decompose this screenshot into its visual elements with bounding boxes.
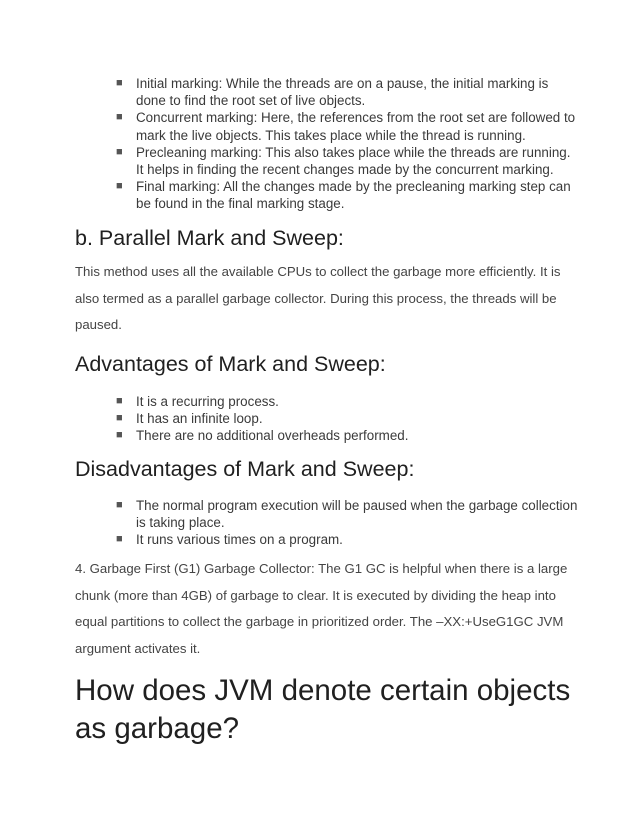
list-item-text: It is a recurring process. [136, 394, 279, 409]
list-item [0, 109, 638, 143]
disadvantages-list [0, 497, 638, 549]
list-item [0, 178, 638, 212]
advantages-list [0, 393, 638, 445]
square-bullet-icon: ■ [116, 499, 123, 511]
list-item-text: Precleaning marking: This also takes place while the threads are running. It helps in finding the recent changes made by the concurrent marking. [136, 144, 571, 178]
square-bullet-icon: ■ [116, 412, 123, 425]
square-bullet-icon: ■ [116, 429, 123, 442]
advantages-heading: Advantages of Mark and Sweep: [75, 352, 386, 376]
parallel-mark-sweep-paragraph: This method uses all the available CPUs to collect the garbage more efficiently. It is also termed as a parallel garbage collector. During this process, the threads will be paused. [75, 264, 561, 332]
page-title: How does JVM denote certain objects as garbage? [75, 674, 571, 745]
list-item [0, 410, 638, 427]
list-item [0, 75, 638, 109]
parallel-mark-sweep-heading: b. Parallel Mark and Sweep: [75, 226, 344, 250]
list-item-text: Initial marking: While the threads are on a pause, the initial marking is done to find the root set of live objects. [136, 76, 549, 109]
marking-steps-list [0, 75, 638, 213]
square-bullet-icon: ■ [116, 180, 123, 193]
square-bullet-icon: ■ [116, 111, 123, 124]
list-item-text: Concurrent marking: Here, the references from the root set are followed to mark the live objects. This takes place while the thread is running. [136, 110, 576, 143]
list-item-text: It runs various times on a program. [136, 532, 343, 548]
list-item [0, 427, 638, 444]
list-item [0, 497, 638, 531]
square-bullet-icon: ■ [116, 533, 123, 546]
list-item [0, 393, 638, 410]
square-bullet-icon: ■ [116, 77, 123, 89]
list-item-text: The normal program execution will be paused when the garbage collection is taking place. [136, 498, 578, 531]
list-item-text: It has an infinite loop. [136, 411, 263, 427]
list-item [0, 531, 638, 548]
g1-collector-paragraph: 4. Garbage First (G1) Garbage Collector: The G1 GC is helpful when there is a large chunk (more than 4GB) of garbage to clear. It is executed by dividing the heap into equal partitions to collect the garbage in prioritized order. The –XX:+UseG1GC JVM argument activates it. [75, 561, 568, 656]
disadvantages-heading: Disadvantages of Mark and Sweep: [75, 457, 415, 481]
square-bullet-icon: ■ [116, 145, 123, 158]
list-item-text: There are no additional overheads performed. [136, 428, 409, 444]
square-bullet-icon: ■ [116, 395, 123, 407]
list-item-text: Final marking: All the changes made by the precleaning marking step can be found in the final marking stage. [136, 179, 571, 212]
list-item [0, 144, 638, 178]
